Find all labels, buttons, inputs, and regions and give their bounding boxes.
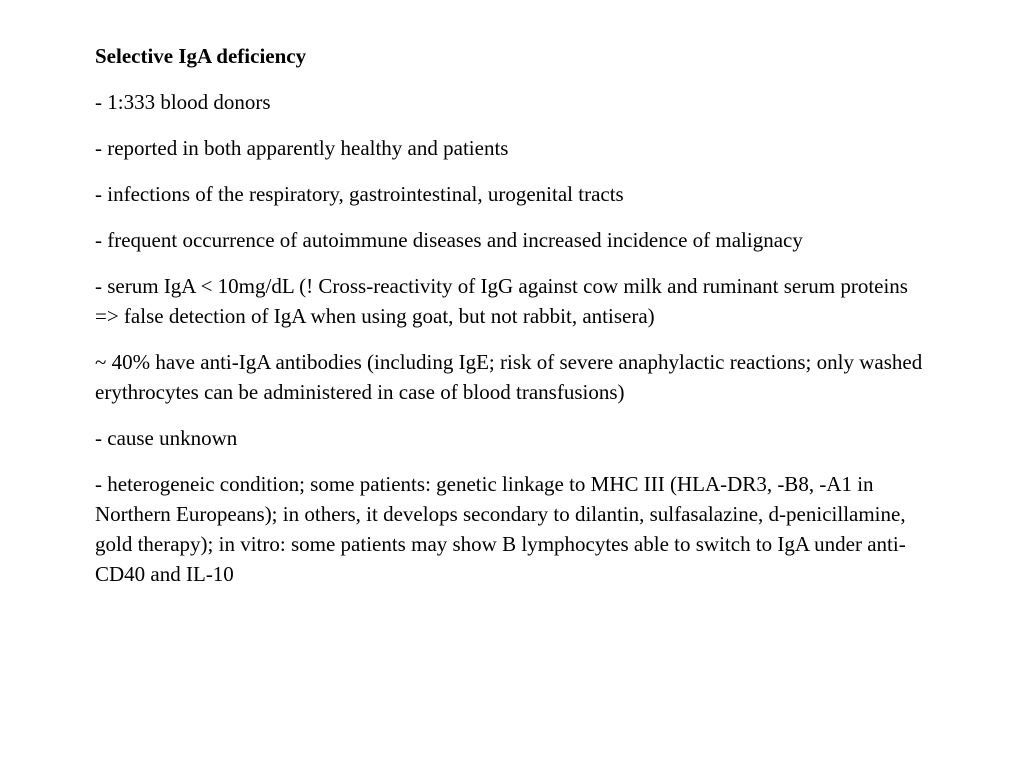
paragraph-cause: - cause unknown [95, 426, 238, 450]
paragraph-autoimmune: - frequent occurrence of autoimmune diseases and increased incidence of malignacy [95, 228, 803, 252]
paragraph-reported: - reported in both apparently healthy and patients [95, 136, 509, 160]
slide-body [95, 87, 935, 589]
paragraph-serum-iga: - serum IgA < 10mg/dL (! Cross-reactivity of IgG against cow milk and ruminant serum proteins => false detection of IgA when using goat, but not rabbit, antisera) [95, 274, 908, 328]
paragraph-anti-iga: ~ 40% have anti-IgA antibodies (including IgE; risk of severe anaphylactic reactions; only washed erythrocytes can be administered in case of blood transfusions) [95, 350, 923, 404]
slide-title: Selective IgA deficiency [95, 44, 307, 68]
paragraph-heterogeneic: - heterogeneic condition; some patients: genetic linkage to MHC III (HLA-DR3, -B8, -A1 in Northern Europeans); in others, it develops secondary to dilantin, sulfasalazine, d-penicillamine, gold therapy); in vitro: some patients may show B lymphocytes able to switch to IgA under anti-CD40 and IL-10 [95, 472, 906, 586]
paragraph-prevalence: - 1:333 blood donors [95, 90, 271, 114]
paragraph-infections: - infections of the respiratory, gastrointestinal, urogenital tracts [95, 182, 624, 206]
slide [95, 41, 935, 605]
